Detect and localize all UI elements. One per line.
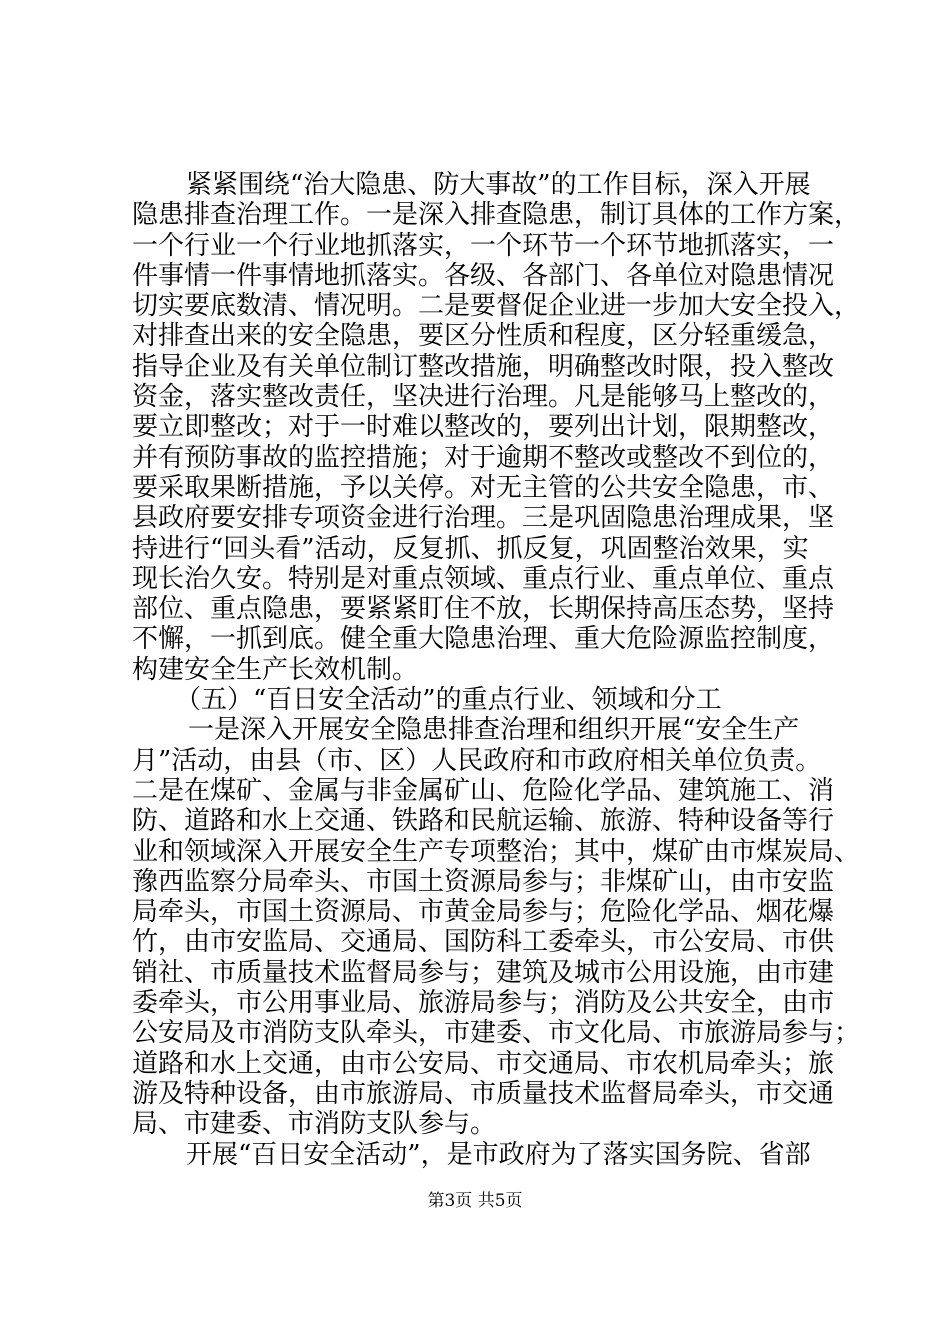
- paragraph-line: 防、道路和水上交通、铁路和民航运输、旅游、特种设备等行: [132, 806, 835, 837]
- paragraph-line: 二是在煤矿、金属与非金属矿山、危险化学品、建筑施工、消: [132, 775, 835, 806]
- paragraph-line: 县政府要安排专项资金进行治理。三是巩固隐患治理成果，坚: [132, 503, 835, 534]
- paragraph-line: 局、市建委、市消防支队参与。: [132, 1109, 497, 1140]
- paragraph-line: 现长治久安。特别是对重点领域、重点行业、重点单位、重点: [132, 563, 835, 594]
- section-heading: （五）“百日安全活动”的重点行业、领域和分工: [175, 685, 722, 716]
- paragraph-line: 部位、重点隐患，要紧紧盯住不放，长期保持高压态势，坚持: [132, 594, 835, 625]
- paragraph-line: 豫西监察分局牵头、市国土资源局参与；非煤矿山，由市安监: [132, 866, 835, 897]
- paragraph-line: 一是深入开展安全隐患排查治理和组织开展“安全生产: [188, 715, 800, 746]
- paragraph-line: 局牵头，市国土资源局、市黄金局参与；危险化学品、烟花爆: [132, 897, 835, 928]
- paragraph-line: 不懈，一抓到底。健全重大隐患治理、重大危险源监控制度，: [132, 624, 835, 655]
- paragraph-line: 资金，落实整改责任，坚决进行治理。凡是能够马上整改的，: [132, 382, 835, 413]
- paragraph-line: 并有预防事故的监控措施；对于逾期不整改或整改不到位的，: [132, 442, 835, 473]
- paragraph-line: 持进行“回头看”活动，反复抓、抓反复，巩固整治效果，实: [132, 533, 809, 564]
- paragraph-line: 指导企业及有关单位制订整改措施，明确整改时限，投入整改: [132, 351, 835, 382]
- paragraph-line: 道路和水上交通，由市公安局、市交通局、市农机局牵头；旅: [132, 1048, 835, 1079]
- paragraph-line: 委牵头，市公用事业局、旅游局参与；消防及公共安全，由市: [132, 988, 835, 1019]
- paragraph-line: 公安局及市消防支队牵头，市建委、市文化局、市旅游局参与；: [132, 1018, 861, 1049]
- paragraph-line: 构建安全生产长效机制。: [132, 654, 419, 685]
- paragraph-line: 月”活动，由县（市、区）人民政府和市政府相关单位负责。: [132, 745, 822, 776]
- paragraph-line: 竹，由市安监局、交通局、国防科工委牵头，市公安局、市供: [132, 927, 835, 958]
- paragraph-line: 件事情一件事情地抓落实。各级、各部门、各单位对隐患情况: [132, 260, 835, 291]
- document-body: [132, 170, 861, 1170]
- page-number-footer: 第3页 共5页: [427, 1191, 523, 1211]
- paragraph-line: 紧紧围绕“治大隐患、防大事故”的工作目标，深入开展: [186, 170, 811, 200]
- paragraph-line: 销社、市质量技术监督局参与；建筑及城市公用设施，由市建: [132, 957, 835, 988]
- paragraph-line: 业和领域深入开展安全生产专项整治；其中，煤矿由市煤炭局、: [132, 836, 861, 867]
- paragraph-line: 隐患排查治理工作。一是深入排查隐患，制订具体的工作方案，: [132, 200, 861, 231]
- paragraph-line: 开展“百日安全活动”，是市政府为了落实国务院、省部: [186, 1139, 811, 1170]
- paragraph-line: 要采取果断措施，予以关停。对无主管的公共安全隐患，市、: [132, 472, 835, 503]
- paragraph-line: 切实要底数清、情况明。二是要督促企业进一步加大安全投入，: [132, 291, 861, 322]
- paragraph-line: 一个行业一个行业地抓落实，一个环节一个环节地抓落实，一: [132, 230, 835, 261]
- paragraph-line: 游及特种设备，由市旅游局、市质量技术监督局牵头，市交通: [132, 1078, 835, 1109]
- paragraph-line: 要立即整改；对于一时难以整改的，要列出计划，限期整改，: [132, 412, 835, 443]
- paragraph-line: 对排查出来的安全隐患，要区分性质和程度，区分轻重缓急，: [132, 321, 835, 352]
